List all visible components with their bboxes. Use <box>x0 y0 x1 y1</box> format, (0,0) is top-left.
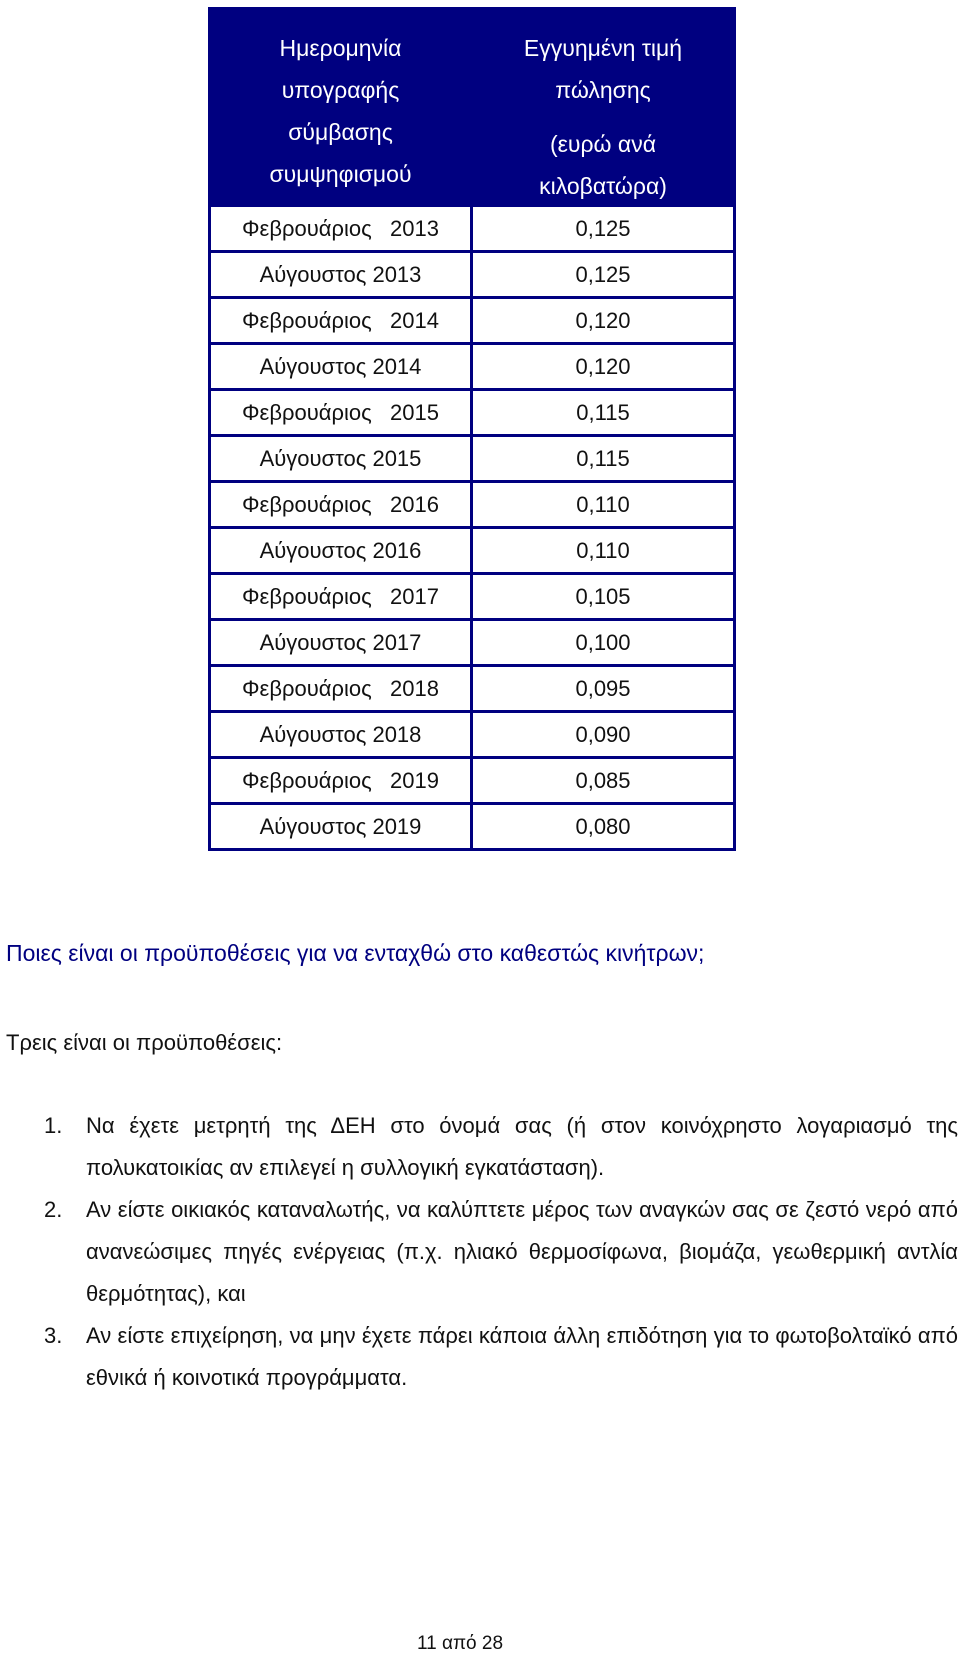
table-row <box>211 480 733 526</box>
condition-text: Αν είστε επιχείρηση, να μην έχετε πάρει κάποια άλλη επιδότηση για το φωτοβολταϊκό από εθνικά ή κοινοτικά προγράμματα. <box>86 1323 958 1390</box>
contract-date-cell: Φεβρουάριος 2019 <box>211 759 473 802</box>
condition-item <box>44 1189 958 1315</box>
header-price-line: πώλησης <box>555 77 651 103</box>
section-question: Ποιες είναι οι προϋποθέσεις για να ενταχθώ στο καθεστώς κινήτρων; <box>6 940 705 966</box>
header-date-column <box>211 10 473 207</box>
guaranteed-price-cell: 0,100 <box>575 629 631 655</box>
contract-date-cell: Φεβρουάριος 2015 <box>211 391 473 434</box>
guaranteed-price-cell: 0,105 <box>575 583 631 609</box>
guaranteed-price-cell: 0,125 <box>575 261 631 287</box>
guaranteed-price-cell: 0,110 <box>576 537 630 563</box>
table-row <box>211 756 733 802</box>
header-price-line: κιλοβατώρα) <box>539 173 667 199</box>
contract-date-cell: Αύγουστος 2016 <box>211 529 473 572</box>
contract-date-cell: Αύγουστος 2015 <box>211 437 473 480</box>
contract-date-cell: Φεβρουάριος 2013 <box>211 207 473 250</box>
table-body <box>211 207 733 848</box>
table-row <box>211 342 733 388</box>
guaranteed-price-cell: 0,125 <box>575 215 631 241</box>
header-date-line: συμψηφισμού <box>269 161 412 187</box>
table-row <box>211 207 733 250</box>
guaranteed-price-cell: 0,110 <box>576 491 630 517</box>
contract-date-cell: Αύγουστος 2013 <box>211 253 473 296</box>
header-date-line: Ημερομηνία <box>279 35 402 61</box>
table-row <box>211 526 733 572</box>
condition-number: 2. <box>44 1197 63 1222</box>
condition-number: 1. <box>44 1113 63 1138</box>
condition-item <box>44 1315 958 1399</box>
table-row <box>211 296 733 342</box>
conditions-intro: Τρεις είναι οι προϋποθέσεις: <box>6 1030 283 1055</box>
header-price-column <box>473 10 733 207</box>
guaranteed-price-cell: 0,090 <box>575 721 631 747</box>
guaranteed-price-cell: 0,095 <box>575 675 631 701</box>
contract-date-cell: Φεβρουάριος 2018 <box>211 667 473 710</box>
header-date-line: υπογραφής <box>281 77 400 103</box>
table-row <box>211 572 733 618</box>
price-table <box>208 7 736 851</box>
header-date-line: σύμβασης <box>288 119 393 145</box>
guaranteed-price-cell: 0,120 <box>575 353 631 379</box>
contract-date-cell: Αύγουστος 2014 <box>211 345 473 388</box>
page-number: 11 από 28 <box>416 1633 504 1654</box>
table-row <box>211 802 733 848</box>
conditions-list <box>44 1105 958 1399</box>
table-header <box>211 10 733 207</box>
table-row <box>211 664 733 710</box>
condition-item <box>44 1105 958 1189</box>
guaranteed-price-cell: 0,115 <box>576 445 630 471</box>
table-row <box>211 250 733 296</box>
guaranteed-price-cell: 0,085 <box>575 767 631 793</box>
contract-date-cell: Αύγουστος 2019 <box>211 805 473 848</box>
guaranteed-price-cell: 0,115 <box>576 399 630 425</box>
contract-date-cell: Φεβρουάριος 2016 <box>211 483 473 526</box>
condition-text: Να έχετε μετρητή της ΔΕΗ στο όνομά σας (ή στον κοινόχρηστο λογαριασμό της πολυκατοικίας αν επιλεγεί η συλλογική εγκατάσταση). <box>86 1113 958 1180</box>
condition-number: 3. <box>44 1323 63 1348</box>
table-row <box>211 618 733 664</box>
guaranteed-price-cell: 0,120 <box>575 307 631 333</box>
contract-date-cell: Φεβρουάριος 2014 <box>211 299 473 342</box>
contract-date-cell: Φεβρουάριος 2017 <box>211 575 473 618</box>
table-row <box>211 434 733 480</box>
table-row <box>211 388 733 434</box>
header-price-line: Εγγυημένη τιμή <box>523 35 683 61</box>
table-row <box>211 710 733 756</box>
contract-date-cell: Αύγουστος 2018 <box>211 713 473 756</box>
guaranteed-price-cell: 0,080 <box>575 813 631 839</box>
condition-text: Αν είστε οικιακός καταναλωτής, να καλύπτετε μέρος των αναγκών σας σε ζεστό νερό από ανανεώσιμες πηγές ενέργειας (π.χ. ηλιακό θερμοσίφωνα, βιομάζα, γεωθερμική αντλία θερμότητας), και <box>86 1197 958 1306</box>
header-price-line: (ευρώ ανά <box>549 131 656 157</box>
contract-date-cell: Αύγουστος 2017 <box>211 621 473 664</box>
